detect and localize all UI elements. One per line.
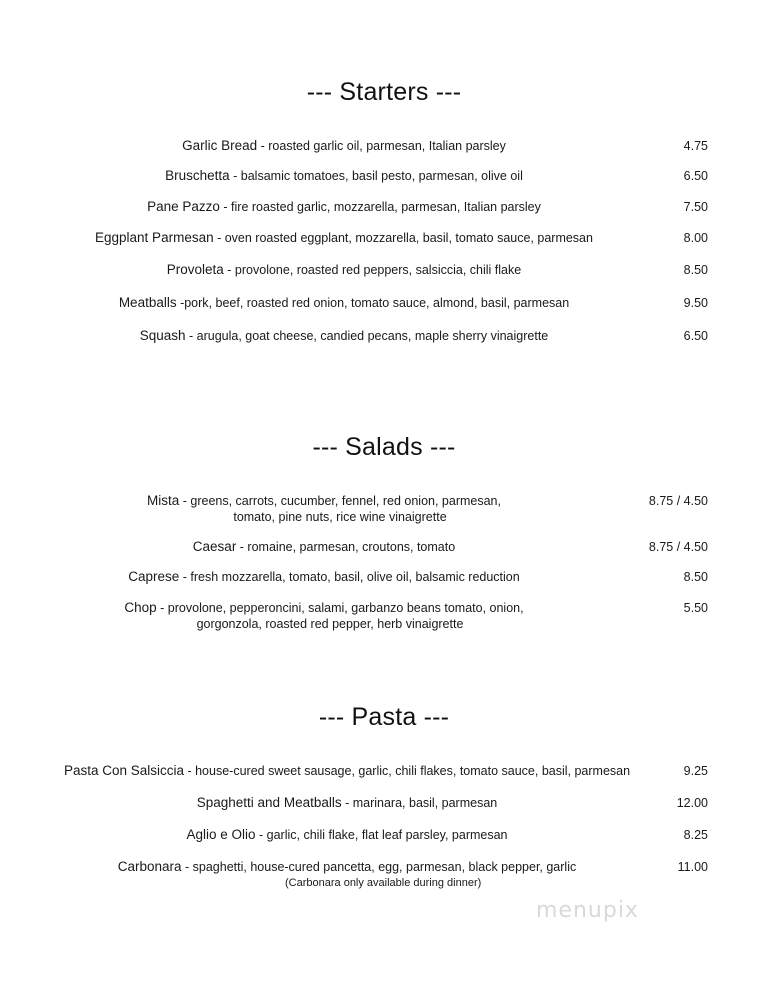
item-name: Spaghetti and Meatballs <box>196 795 342 810</box>
item-name: Pane Pazzo <box>147 199 220 214</box>
item-name: Provoleta <box>166 262 224 277</box>
item-name: Garlic Bread <box>182 138 258 153</box>
item-price: 4.75 <box>683 139 708 153</box>
section-title-starters: --- Starters --- <box>306 78 462 106</box>
item-description: - fire roasted garlic, mozzarella, parmesan, Italian parsley <box>219 200 541 214</box>
item-description: - garlic, chili flake, flat leaf parsley, parmesan <box>255 828 508 842</box>
item-name: Carbonara <box>117 859 182 874</box>
item-description: - provolone, pepperoncini, salami, garbanzo beans tomato, onion, <box>156 601 524 615</box>
item-description: -pork, beef, roasted red onion, tomato sauce, almond, basil, parmesan <box>176 296 570 310</box>
item-description: - spaghetti, house-cured pancetta, egg, parmesan, black pepper, garlic <box>181 860 577 874</box>
item-description: - house-cured sweet sausage, garlic, chili flakes, tomato sauce, basil, parmesan <box>184 764 631 778</box>
item-description: - marinara, basil, parmesan <box>341 796 498 810</box>
item-name: Squash <box>139 328 186 343</box>
section-title-salads: --- Salads --- <box>312 433 456 461</box>
item-name: Bruschetta <box>165 168 230 183</box>
item-price: 9.50 <box>683 296 708 310</box>
section-title-pasta: --- Pasta --- <box>318 703 450 731</box>
item-description: - arugula, goat cheese, candied pecans, maple sherry vinaigrette <box>185 329 549 343</box>
item-name: Eggplant Parmesan <box>95 230 214 245</box>
item-note: (Carbonara only available during dinner) <box>285 877 482 889</box>
item-name: Pasta Con Salsiccia <box>63 763 184 778</box>
item-description-continued: gorgonzola, roasted red pepper, herb vinaigrette <box>196 617 464 631</box>
item-price: 5.50 <box>683 601 708 615</box>
item-description: - provolone, roasted red peppers, salsiccia, chili flake <box>223 263 522 277</box>
item-price: 8.50 <box>683 263 708 277</box>
item-description: - balsamic tomatoes, basil pesto, parmesan, olive oil <box>229 169 523 183</box>
item-description: - greens, carrots, cucumber, fennel, red onion, parmesan, <box>179 494 501 508</box>
item-description: - oven roasted eggplant, mozzarella, basil, tomato sauce, parmesan <box>213 231 593 245</box>
item-price: 8.00 <box>683 231 708 245</box>
item-description: - fresh mozzarella, tomato, basil, olive oil, balsamic reduction <box>179 570 520 584</box>
watermark-logo: menupix <box>536 898 639 923</box>
item-price: 7.50 <box>683 200 708 214</box>
item-price: 11.00 <box>677 860 708 874</box>
item-price: 8.75 / 4.50 <box>648 540 708 554</box>
item-price: 6.50 <box>683 329 708 343</box>
item-price: 12.00 <box>676 796 708 810</box>
item-price: 9.25 <box>683 764 708 778</box>
item-name: Mista <box>147 493 180 508</box>
item-name: Caesar <box>192 539 237 554</box>
item-price: 8.25 <box>683 828 708 842</box>
item-price: 8.75 / 4.50 <box>648 494 708 508</box>
item-name: Caprese <box>128 569 180 584</box>
item-description: - romaine, parmesan, croutons, tomato <box>236 540 456 554</box>
item-price: 6.50 <box>683 169 708 183</box>
item-name: Meatballs <box>118 295 177 310</box>
item-price: 8.50 <box>683 570 708 584</box>
item-description: - roasted garlic oil, parmesan, Italian parsley <box>257 139 506 153</box>
item-name: Chop <box>124 600 157 615</box>
item-name: Aglio e Olio <box>186 827 256 842</box>
item-description-continued: tomato, pine nuts, rice wine vinaigrette <box>233 510 447 524</box>
